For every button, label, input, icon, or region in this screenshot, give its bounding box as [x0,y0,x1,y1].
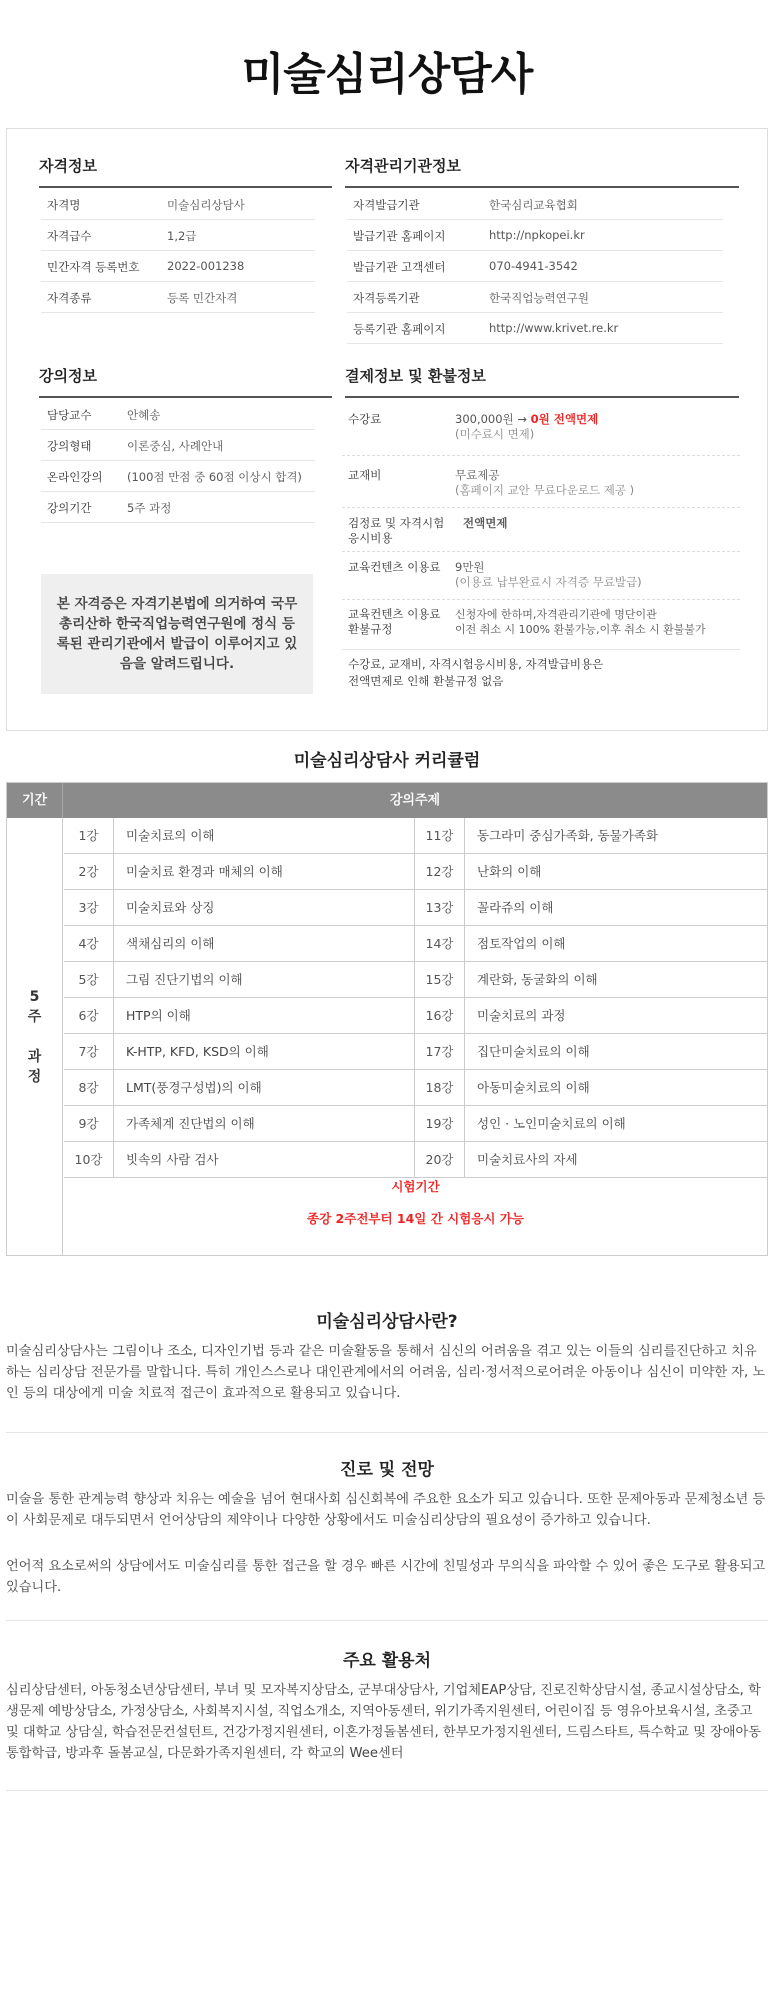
period-label: 5 주 과 정 [27,988,42,1085]
pay-row-content [342,552,740,600]
lecture-row-value: 안혜송 [127,408,161,422]
qual-row-value: 등록 민간자격 [167,291,238,305]
lecture-row [415,1142,767,1178]
refund-label-line1: 교육컨텐츠 이용료 [348,607,441,621]
lecture-topic: 난화의 이해 [477,864,542,879]
lecture-row [64,1106,415,1142]
pay-row-refund [342,600,740,650]
org-row-key: 자격발급기관 [353,198,420,212]
lecture-row [415,890,767,926]
career-title: 진로 및 전망 [340,1460,434,1480]
lecture-row [64,926,415,962]
material-value [455,468,634,498]
lecture-row [64,998,415,1034]
lecture-row [64,962,415,998]
lecture-topic: 동그라미 중심가족화, 동물가족화 [477,828,658,843]
org-row-value: 한국직업능력연구원 [489,291,589,305]
exam-fee-label-line2: 응시비용 [348,531,393,545]
lecture-number: 4강 [64,926,114,961]
org-row-value: 한국심리교육협회 [489,198,578,212]
lecture-row [415,1070,767,1106]
refund-note [348,656,603,690]
lecture-topic: 집단미술치료의 이해 [477,1044,590,1059]
org-row-key: 발급기관 홈페이지 [353,229,446,243]
registry-homepage-link[interactable]: http://www.krivet.re.kr [489,321,619,335]
lecture-number: 18강 [415,1070,465,1105]
qual-row [41,282,315,313]
certification-notice [41,574,313,694]
lecture-number: 15강 [415,962,465,997]
career-text-2: 언어적 요소로써의 상담에서도 미술심리를 통한 접근을 할 경우 빠른 시간에 친밀성과 무의식을 파악할 수 있어 좋은 도구로 활용되고 있습니다. [6,1559,766,1595]
org-row [347,313,723,344]
lecture-row [64,818,415,854]
lecture-topic: 아동미술치료의 이해 [477,1080,590,1095]
lecture-row-key: 강의기간 [47,501,92,515]
lecture-topic: 점토작업의 이해 [477,936,566,951]
lecture-row [41,430,315,461]
lecture-number: 7강 [64,1034,114,1069]
lecture-row [41,461,315,492]
about-title: 미술심리상담사란? [316,1312,458,1332]
lecture-row-key: 강의형태 [47,439,92,453]
lecture-number: 3강 [64,890,114,925]
page-title: 미술심리상담사 [241,49,533,100]
divider [6,1790,768,1791]
lecture-number: 5강 [64,962,114,997]
qual-row [41,251,315,282]
org-row-key: 발급기관 고객센터 [353,260,446,274]
col-topic-header: 강의주제 [389,793,441,808]
lecture-number: 17강 [415,1034,465,1069]
lecture-row-key: 담당교수 [47,408,92,422]
lecture-topic: 그림 진단기법의 이해 [126,972,243,987]
refund-value [455,607,706,637]
certification-notice-text: 본 자격증은 자격기본법에 의거하여 국무총리산하 한국직업능력연구원에 정식 등록된 관리기관에서 발급이 이루어지고 있음을 알려드립니다. [56,596,298,672]
qual-row-value: 미술심리상담사 [167,198,245,212]
content-fee-value [455,560,642,590]
lecture-topic: 미술치료의 과정 [477,1008,566,1023]
lecture-row [415,926,767,962]
lecture-topic: HTP의 이해 [126,1008,191,1023]
curriculum-header [7,783,767,818]
lecture-row-value: (100점 만점 중 60점 이상시 합격) [127,470,302,484]
lecture-number: 8강 [64,1070,114,1105]
lecture-row [415,998,767,1034]
qual-row-value: 1,2급 [167,229,197,243]
lecture-row [41,492,315,523]
lecture-number: 9강 [64,1106,114,1141]
org-row-key: 등록기관 홈페이지 [353,322,446,336]
career-text-1: 미술을 통한 관계능력 향상과 치유는 예술을 넘어 현대사회 심신회복에 주요한 요소가 되고 있습니다. 또한 문제아동과 문제청소년 등이 사회문제로 대두되면서 언어상담의 제약이나 다양한 상황에서도 미술심리상담의 필요성이 증가하고 있습니다. [6,1492,766,1528]
lecture-number: 14강 [415,926,465,961]
lecture-topic: 가족체계 진단법의 이해 [126,1116,255,1131]
exam-period-value: 종강 2주전부터 14일 간 시험응시 가능 [307,1211,524,1226]
refund-note-line1: 수강료, 교재비, 자격시험응시비용, 자격발급비용은 [348,657,604,671]
material-label: 교재비 [348,468,382,482]
qual-row-key: 자격종류 [47,291,92,305]
qual-row [41,189,315,220]
tuition-free: 0원 전액면제 [530,412,599,426]
usage-title: 주요 활용처 [342,1651,432,1671]
divider [6,1432,768,1433]
pay-row-exam [342,508,740,552]
lecture-row-value: 5주 과정 [127,501,172,515]
lecture-row [64,854,415,890]
org-info-heading: 자격관리기관정보 [345,155,739,188]
lecture-row [415,1034,767,1070]
lecture-number: 20강 [415,1142,465,1177]
lecture-topic: K-HTP, KFD, KSD의 이해 [126,1044,269,1059]
refund-note-line2: 전액면제로 인해 환불규정 없음 [348,674,504,688]
lecture-row [415,854,767,890]
org-row [347,189,723,220]
lecture-number: 10강 [64,1142,114,1177]
org-row-key: 자격등록기관 [353,291,420,305]
lecture-row [64,1034,415,1070]
content-fee-label: 교육컨텐츠 이용료 [348,560,441,574]
refund-value-line1: 신청자에 한하며,자격관리기관에 명단이관 [455,608,657,621]
lecture-number: 1강 [64,818,114,853]
qual-row [41,220,315,251]
lecture-number: 12강 [415,854,465,889]
exam-fee-value: 전액면제 [463,516,508,530]
lecture-info-heading: 강의정보 [39,365,332,398]
period-cell [7,818,63,1255]
exam-fee-label [348,516,444,546]
lecture-row [41,399,315,430]
lecture-number: 13강 [415,890,465,925]
lecture-row [64,890,415,926]
curriculum-table [6,782,768,1256]
about-text: 미술심리상담사는 그림이나 조소, 디자인기법 등과 같은 미술활동을 통해서 심신의 어려움을 겪고 있는 이들의 심리를진단하고 치유하는 심리상담 전문가를 말합니다. 특히 개인스스로나 대인관계에서의 어려움, 심리·정서적으로어려운 아동이나 심신이 미약한 자, 노인 등의 대상에게 미술 치료적 접근이 효과적으로 활용되고 있습니다. [6,1344,766,1401]
curriculum-title: 미술심리상담사 커리큘럼 [293,751,481,771]
lecture-row [415,962,767,998]
lecture-topic: 미술치료와 상징 [126,900,215,915]
tuition-sub: (미수료시 면제) [455,427,535,441]
lecture-number: 19강 [415,1106,465,1141]
qual-row-key: 자격급수 [47,229,92,243]
qual-row-value: 2022-001238 [167,259,245,273]
lecture-topic: LMT(풍경구성법)의 이해 [126,1080,262,1095]
lecture-topic: 계란화, 동굴화의 이해 [477,972,598,987]
org-row [347,220,723,251]
qual-row-key: 자격명 [47,198,81,212]
refund-label [348,607,441,637]
content-fee-sub: (이용료 납부완료시 자격증 무료발급) [455,575,642,589]
lecture-topic: 미술치료의 이해 [126,828,215,843]
lecture-number: 2강 [64,854,114,889]
pay-row-tuition [342,404,740,456]
tuition-value [455,412,598,442]
lecture-topic: 미술치료 환경과 매체의 이해 [126,864,283,879]
lecture-row [64,1142,415,1178]
usage-text: 심리상담센터, 아동청소년상담센터, 부녀 및 모자복지상담소, 군부대상담사, 기업체EAP상담, 진로진학상담시설, 종교시설상담소, 학생문제 예방상담소, 가정상담소, 사회복지시설, 직업소개소, 지역아동센터, 위기가족지원센터, 어린이집 등 영유아보육시설, 초중고 및 대학교 상담실, 학습전문컨설턴트, 건강가정지원센터, 이혼가정돌봄센터, 한부모가정지원센터, 드림스타트, 특수학교 및 장애아동통합학급, 방과후 돌봄교실, 다문화가족지원센터, 각 학교의 Wee센터 [6,1683,761,1761]
refund-label-line2: 환불규정 [348,622,393,636]
payment-heading: 결제정보 및 환불정보 [345,365,739,398]
divider [6,1620,768,1621]
lecture-row [64,1070,415,1106]
lecture-row-value: 이론중심, 사례안내 [127,439,224,453]
lecture-number: 6강 [64,998,114,1033]
material-value-text: 무료제공 [455,468,500,482]
lecture-row [415,818,767,854]
lecture-topic: 성인 · 노인미술치료의 이해 [477,1116,626,1131]
material-sub: (홈페이지 교안 무료다운로드 제공 ) [455,483,635,497]
exam-period-label: 시험기간 [391,1179,440,1194]
tuition-label: 수강료 [348,412,382,426]
qual-row-key: 민간자격 등록번호 [47,260,140,274]
refund-value-line2: 이전 취소 시 100% 환불가능,이후 취소 시 환불불가 [455,623,706,636]
info-box [6,128,768,731]
org-row [347,282,723,313]
exam-fee-label-line1: 검정료 및 자격시험 [348,516,445,530]
lecture-topic: 색채심리의 이해 [126,936,215,951]
content-fee-value-text: 9만원 [455,560,485,574]
lecture-number: 16강 [415,998,465,1033]
lecture-topic: 꼴라쥬의 이해 [477,900,554,915]
org-row-value: 070-4941-3542 [489,259,578,273]
exam-period [64,1177,767,1229]
lecture-topic: 빗속의 사람 검사 [126,1152,219,1167]
col-period-header: 기간 [7,783,63,818]
lecture-number: 11강 [415,818,465,853]
tuition-price: 300,000원 → [455,412,527,426]
qual-info-heading: 자격정보 [39,155,332,188]
org-homepage-link[interactable]: http://npkopei.kr [489,228,585,242]
pay-row-material [342,456,740,508]
lecture-row-key: 온라인강의 [47,470,103,484]
org-row [347,251,723,282]
lecture-topic: 미술치료사의 자세 [477,1152,578,1167]
lecture-row [415,1106,767,1142]
